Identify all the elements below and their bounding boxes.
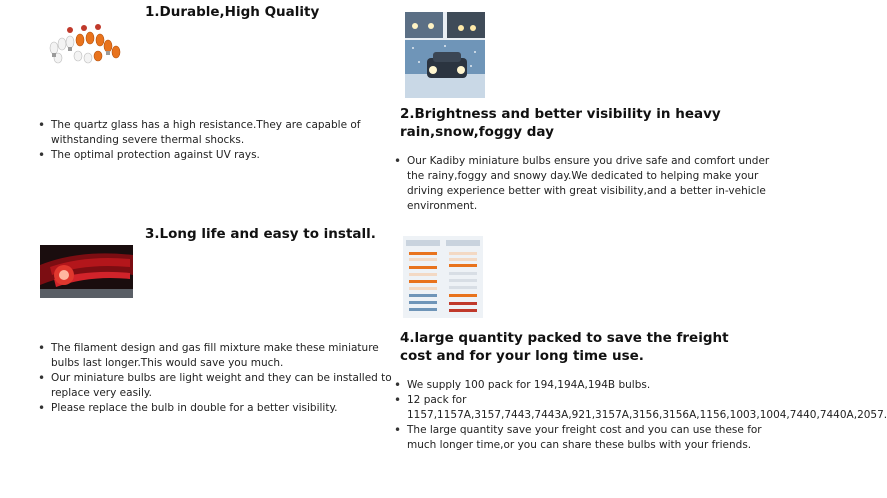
list-item: • The filament design and gas fill mixture make these miniature bulbs last longer.This would save you much. xyxy=(51,341,396,371)
snowy-road-car-image xyxy=(405,12,485,98)
list-item: • Our Kadiby miniature bulbs ensure you drive safe and comfort under the rainy,foggy and snowy day.We dedicated to helping make your driving experience better with great visibility,and a better in-vehicle environment. xyxy=(407,154,777,214)
red-tail-light-icon xyxy=(40,245,133,298)
list-item: • The quartz glass has a high resistance.They are capable of withstanding severe thermal shocks. xyxy=(51,118,391,148)
section-title: 4.large quantity packed to save the freight cost and for your long time use. xyxy=(400,330,729,364)
list-item: • Our miniature bulbs are light weight and they can be installed to replace very easily. xyxy=(51,371,396,401)
list-item: • The large quantity save your freight cost and you can use these for much longer time,or you can share these bulbs with your friends. xyxy=(407,423,779,453)
list-item: • 12 pack for 1157,1157A,3157,7443,7443A,921,3157A,3156,3156A,1156,1003,1004,7440,7440A,2057. xyxy=(407,393,779,423)
bulb-packs-image xyxy=(403,236,483,318)
red-tail-light-image xyxy=(40,245,133,298)
list-item: • We supply 100 pack for 194,194A,194B bulbs. xyxy=(407,378,779,393)
list-item: • Please replace the bulb in double for a better visibility. xyxy=(51,401,396,416)
assorted-bulbs-image xyxy=(46,18,126,66)
section-title: 1.Durable,High Quality xyxy=(145,4,320,20)
feature-bullets xyxy=(390,154,777,214)
feature-bullets xyxy=(34,341,396,416)
feature-bullets xyxy=(34,118,391,163)
assorted-bulbs-icon xyxy=(46,18,126,66)
feature-bullets xyxy=(390,378,887,453)
bulb-packs-icon xyxy=(403,236,483,318)
section-title: 2.Brightness and better visibility in heavy rain,snow,foggy day xyxy=(400,106,721,140)
snowy-road-car-icon xyxy=(405,12,485,98)
list-item: • The optimal protection against UV rays. xyxy=(51,148,391,163)
section-title: 3.Long life and easy to install. xyxy=(145,226,376,242)
